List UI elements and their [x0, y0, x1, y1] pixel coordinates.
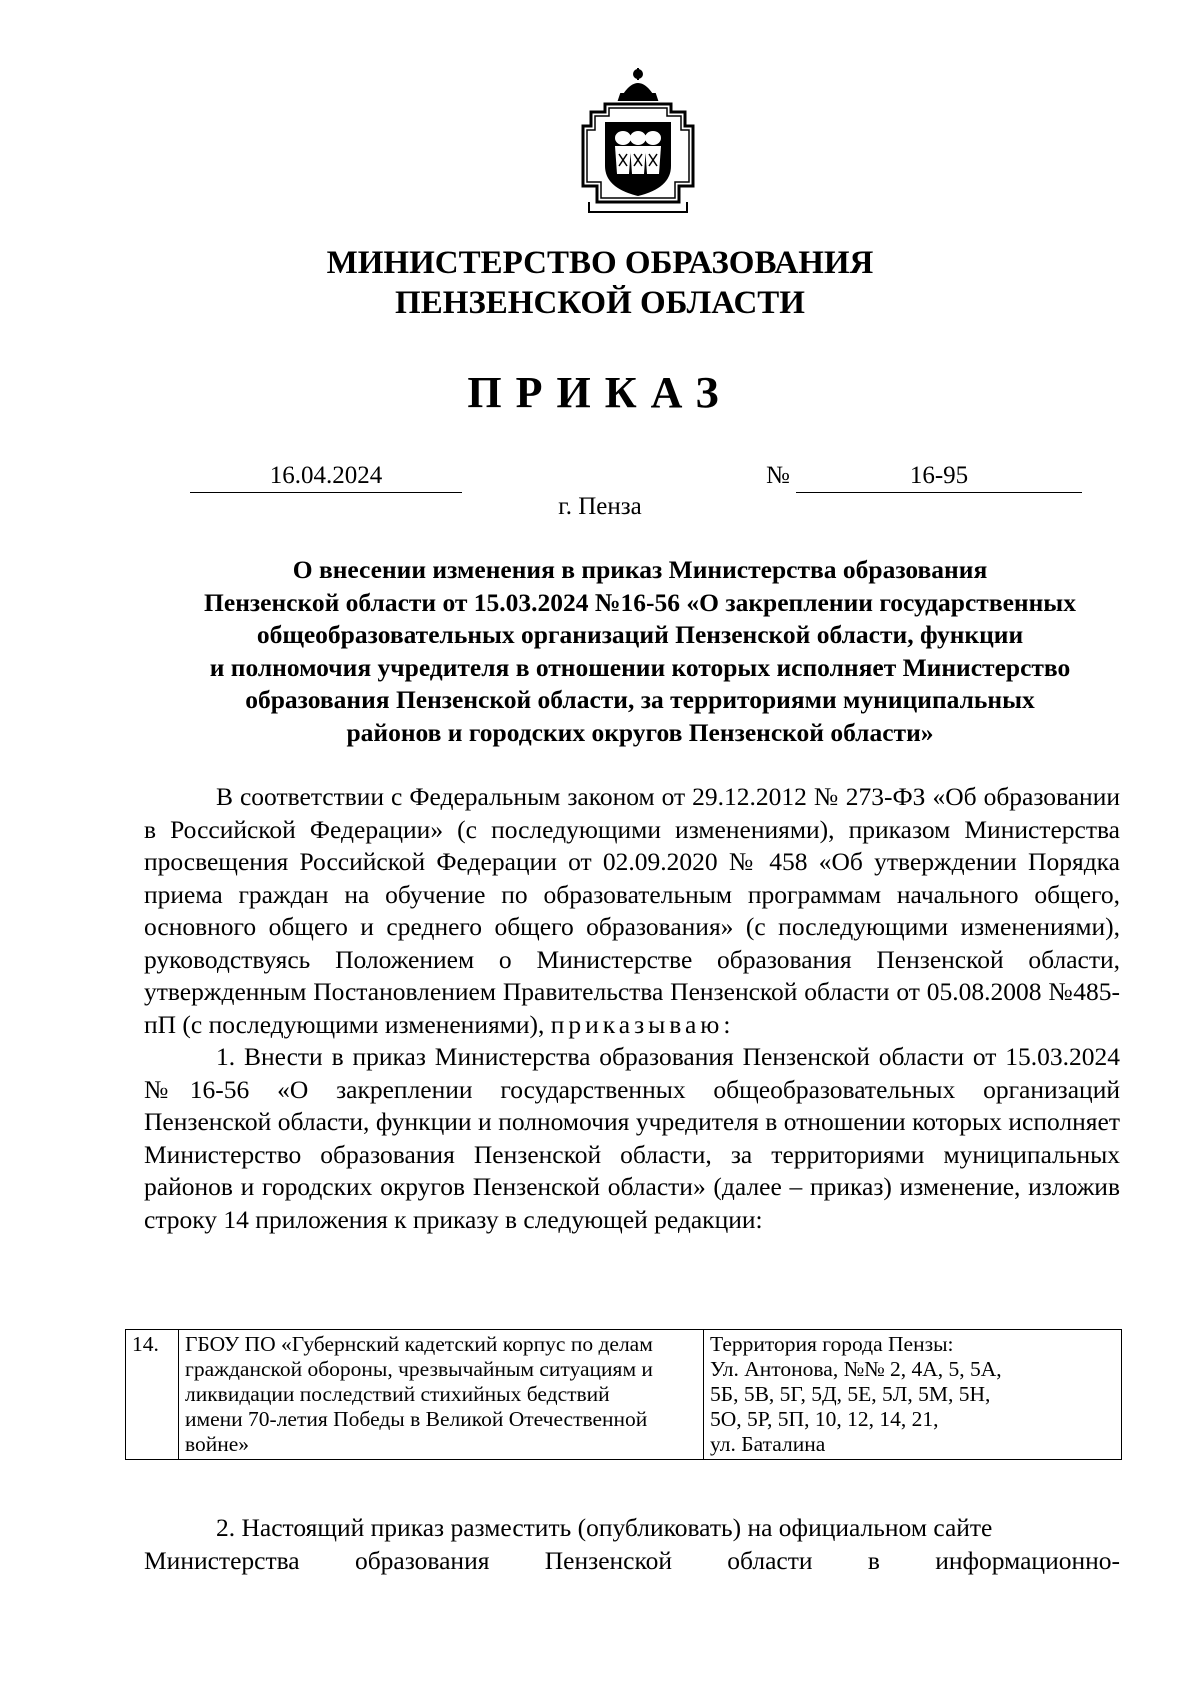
coat-of-arms-emblem [575, 66, 701, 216]
row-number-cell: 14. [126, 1330, 179, 1460]
item-1-paragraph: 1. Внести в приказ Министерства образования Пензенской области от 15.03.2024 №16-56 «О закреплении государственных общеобразовательных организаций Пензенской области, функции и полномочия учредителя в отношении которых исполняет Министерство образования Пензенской области, за территориями муниципальных районов и городских округов Пензенской области» (далее – приказ) изменение, изложив строку 14 приложения к приказу в следующей редакции: [144, 1042, 1120, 1234]
territory-line: ул. Баталина [710, 1432, 826, 1456]
territory-line: Территория города Пензы: [710, 1332, 954, 1356]
number-sign: № [766, 462, 790, 489]
document-type-heading: ПРИКАЗ [467, 368, 733, 417]
table-row [126, 1330, 1122, 1460]
order-date: 16.04.2024 [269, 462, 383, 489]
city: г. Пенза [558, 493, 642, 520]
item-2-line1: 2. Настоящий приказ разместить (опубликовать) на официальном сайте [216, 1513, 993, 1542]
organization-line: войне» [185, 1432, 250, 1456]
item-2-line2: Министерства образования Пензенской области в информационно- [144, 1545, 1120, 1575]
order-title-line: образования Пензенской области, за территориями муниципальных [245, 685, 1035, 714]
order-title-line: и полномочия учредителя в отношении которых исполняет Министерство [209, 652, 1071, 682]
ministry-name-line1: МИНИСТЕРСТВО ОБРАЗОВАНИЯ [326, 245, 874, 281]
territory-line: 5Б, 5В, 5Г, 5Д, 5Е, 5Л, 5М, 5Н, [710, 1382, 991, 1406]
order-title [140, 554, 1140, 749]
organization-line: ГБОУ ПО «Губернский кадетский корпус по делам [185, 1332, 653, 1356]
organization-line: ликвидации последствий стихийных бедствий [185, 1382, 610, 1406]
order-title-line: Пензенской области от 15.03.2024 №16-56 «О закреплении государственных [204, 587, 1076, 617]
order-number: 16-95 [909, 462, 969, 489]
territory-line: Ул. Антонова, №№ 2, 4А, 5, 5А, [710, 1357, 1002, 1381]
organization-cell [179, 1330, 704, 1460]
order-title-line: О внесении изменения в приказ Министерства образования [292, 555, 988, 584]
organization-line: гражданской обороны, чрезвычайным ситуациям и [185, 1357, 653, 1381]
ministry-name-line2: ПЕНЗЕНСКОЙ ОБЛАСТИ [395, 285, 805, 321]
territory-cell [704, 1330, 1122, 1460]
territory-line: 5О, 5Р, 5П, 10, 12, 14, 21, [710, 1407, 939, 1431]
preamble-paragraph [144, 781, 1120, 1041]
amendment-table [125, 1329, 1122, 1460]
order-body [144, 781, 1120, 1236]
organization-line: имени 70-летия Победы в Великой Отечественной [185, 1407, 648, 1431]
order-word: приказываю: [550, 1009, 735, 1039]
preamble-text: В соответствии с Федеральным законом от 29.12.2012 № 273-ФЗ «Об образовании в Российской Федерации» (с последующими изменениями), приказом Министерства просвещения Российской Федерации от 02.09.2020 № 458 «Об утверждении Порядка приема граждан на обучение по образовательным программам начального общего, основного общего и среднего общего образования» (с последующими изменениями), руководствуясь Положением о Министерстве образования Пензенской области, утвержденным Постановлением Правительства Пензенской области от 05.08.2008 №485-пП (с последующими изменениями), [144, 782, 1120, 1039]
order-title-line: общеобразовательных организаций Пензенской области, функции [256, 620, 1024, 649]
item-2-paragraph [144, 1512, 1120, 1577]
order-title-line: районов и городских округов Пензенской области» [346, 717, 934, 747]
